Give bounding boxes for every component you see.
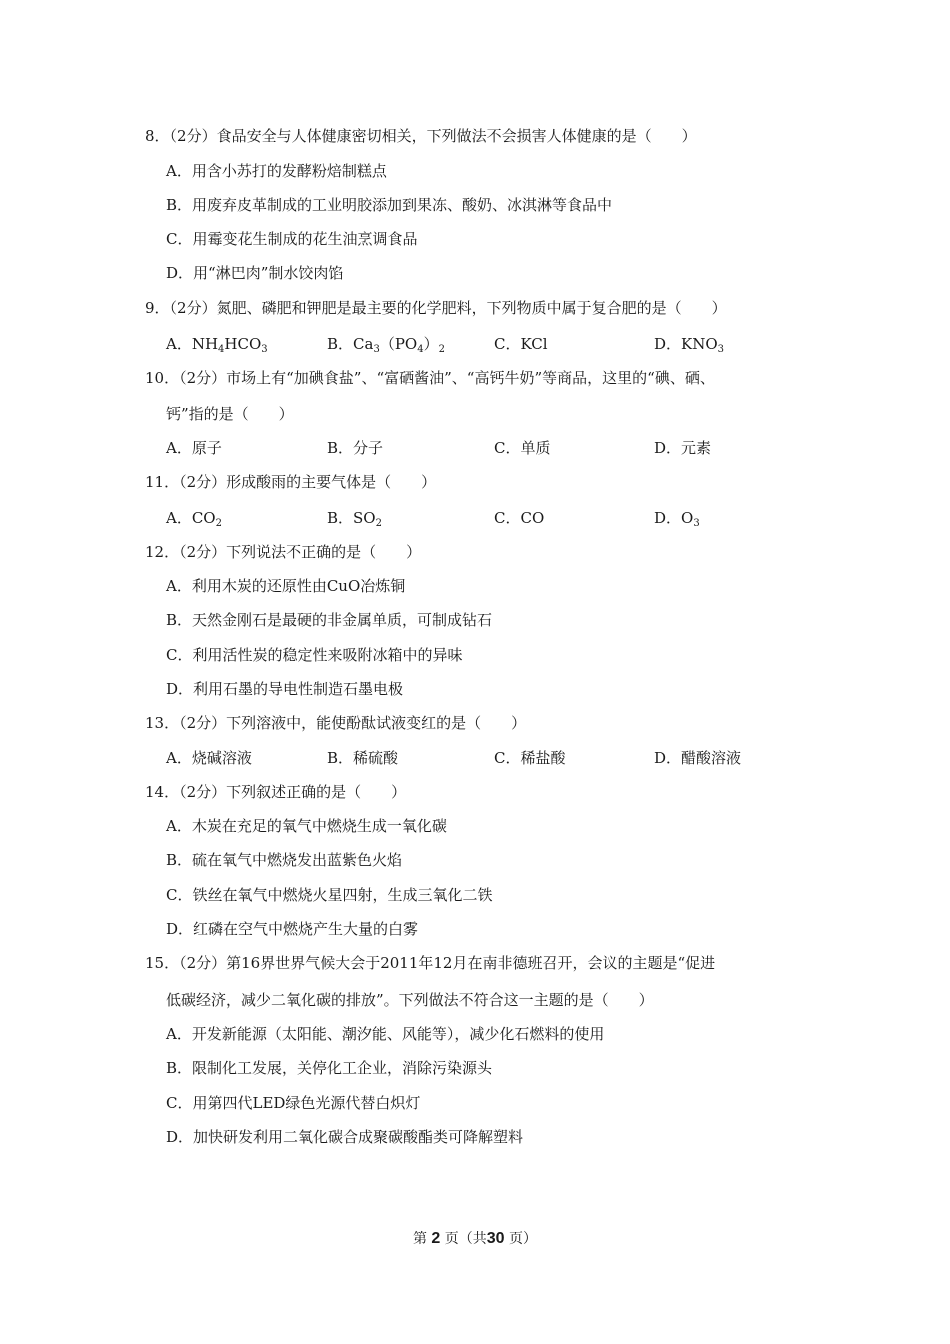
question-8-option-b: B．用废弃皮革制成的工业明胶添加到果冻、酸奶、冰淇淋等食品中 [166,196,613,214]
question-15-stem: 15．（2分）第16界世界气候大会于2011年12月在南非德班召开，会议的主题是“促进 [145,954,716,972]
question-12-option-c: C．利用活性炭的稳定性来吸附冰箱中的异味 [166,646,463,664]
question-8-stem: 8．（2分）食品安全与人体健康密切相关，下列做法不会损害人体健康的是（ ） [145,127,697,145]
question-13-option-d: D．醋酸溶液 [654,749,742,767]
question-11-option-a: A．$CO_2$ [166,509,222,529]
page-footer [0,1229,950,1249]
current-page-number: 2 [431,1230,441,1247]
question-10-stem: 10．（2分）市场上有“加碘食盐”、“富硒酱油”、“高钙牛奶”等商品，这里的“碘、硒、 [145,369,715,387]
question-10-option-c: C．单质 [494,439,551,457]
question-8-option-d: D．用“淋巴肉”制水饺肉馅 [166,264,344,282]
question-11-option-b: B．$SO_2$ [327,509,382,529]
question-14-option-d: D．红磷在空气中燃烧产生大量的白雾 [166,920,419,938]
question-14-option-a: A．木炭在充足的氧气中燃烧生成一氧化碳 [166,817,447,835]
question-8-option-c: C．用霉变花生制成的花生油烹调食品 [166,230,418,248]
question-15-option-a: A．开发新能源（太阳能、潮汐能、风能等），减少化石燃料的使用 [166,1025,605,1043]
question-11-option-c: C．CO [494,509,545,527]
question-12-option-b: B．天然金刚石是最硬的非金属单质，可制成钻石 [166,611,493,629]
question-15-option-d: D．加快研发利用二氧化碳合成聚碳酸酯类可降解塑料 [166,1128,524,1146]
question-12-option-a: A．利用木炭的还原性由CuO冶炼铜 [166,577,406,595]
question-13-option-a: A．烧碱溶液 [166,749,252,767]
question-9-option-c: C．KCl [494,335,548,353]
question-15-option-b: B．限制化工发展，关停化工企业，消除污染源头 [166,1059,493,1077]
question-13-option-b: B．稀硫酸 [327,749,399,767]
total-page-count: 30 [486,1230,505,1247]
question-10-stem-continued: 钙”指的是（ ） [166,405,294,423]
question-9-option-d: D．$KNO_3$ [654,335,725,355]
question-14-stem: 14．（2分）下列叙述正确的是（ ） [145,783,407,801]
question-14-option-c: C．铁丝在氧气中燃烧火星四射，生成三氧化二铁 [166,886,493,904]
question-15-option-c: C．用第四代LED绿色光源代替白炽灯 [166,1094,421,1112]
question-12-option-d: D．利用石墨的导电性制造石墨电极 [166,680,404,698]
question-14-option-b: B．硫在氧气中燃烧发出蓝紫色火焰 [166,851,403,869]
question-9-option-a: A．$NH_4HCO_3$ [166,335,268,355]
footer-suffix: 页） [509,1231,538,1247]
question-12-stem: 12．（2分）下列说法不正确的是（ ） [145,543,422,561]
question-13-option-c: C．稀盐酸 [494,749,566,767]
footer-middle: 页（共 [444,1231,487,1247]
question-11-option-d: D．$O_3$ [654,509,700,529]
question-10-option-d: D．元素 [654,439,712,457]
question-15-stem-continued: 低碳经济，减少二氧化碳的排放”。下列做法不符合这一主题的是（ ） [166,991,654,1009]
question-9-option-b: B．$Ca_3(PO_4)_2$ [327,335,445,355]
question-8-option-a: A．用含小苏打的发酵粉焙制糕点 [166,162,387,180]
footer-prefix: 第 [412,1231,427,1247]
question-11-stem: 11．（2分）形成酸雨的主要气体是（ ） [145,473,437,491]
question-9-stem: 9．（2分）氮肥、磷肥和钾肥是最主要的化学肥料，下列物质中属于复合肥的是（ ） [145,299,727,317]
question-10-option-a: A．原子 [166,439,222,457]
question-10-option-b: B．分子 [327,439,384,457]
question-13-stem: 13．（2分）下列溶液中，能使酚酞试液变红的是（ ） [145,714,527,732]
